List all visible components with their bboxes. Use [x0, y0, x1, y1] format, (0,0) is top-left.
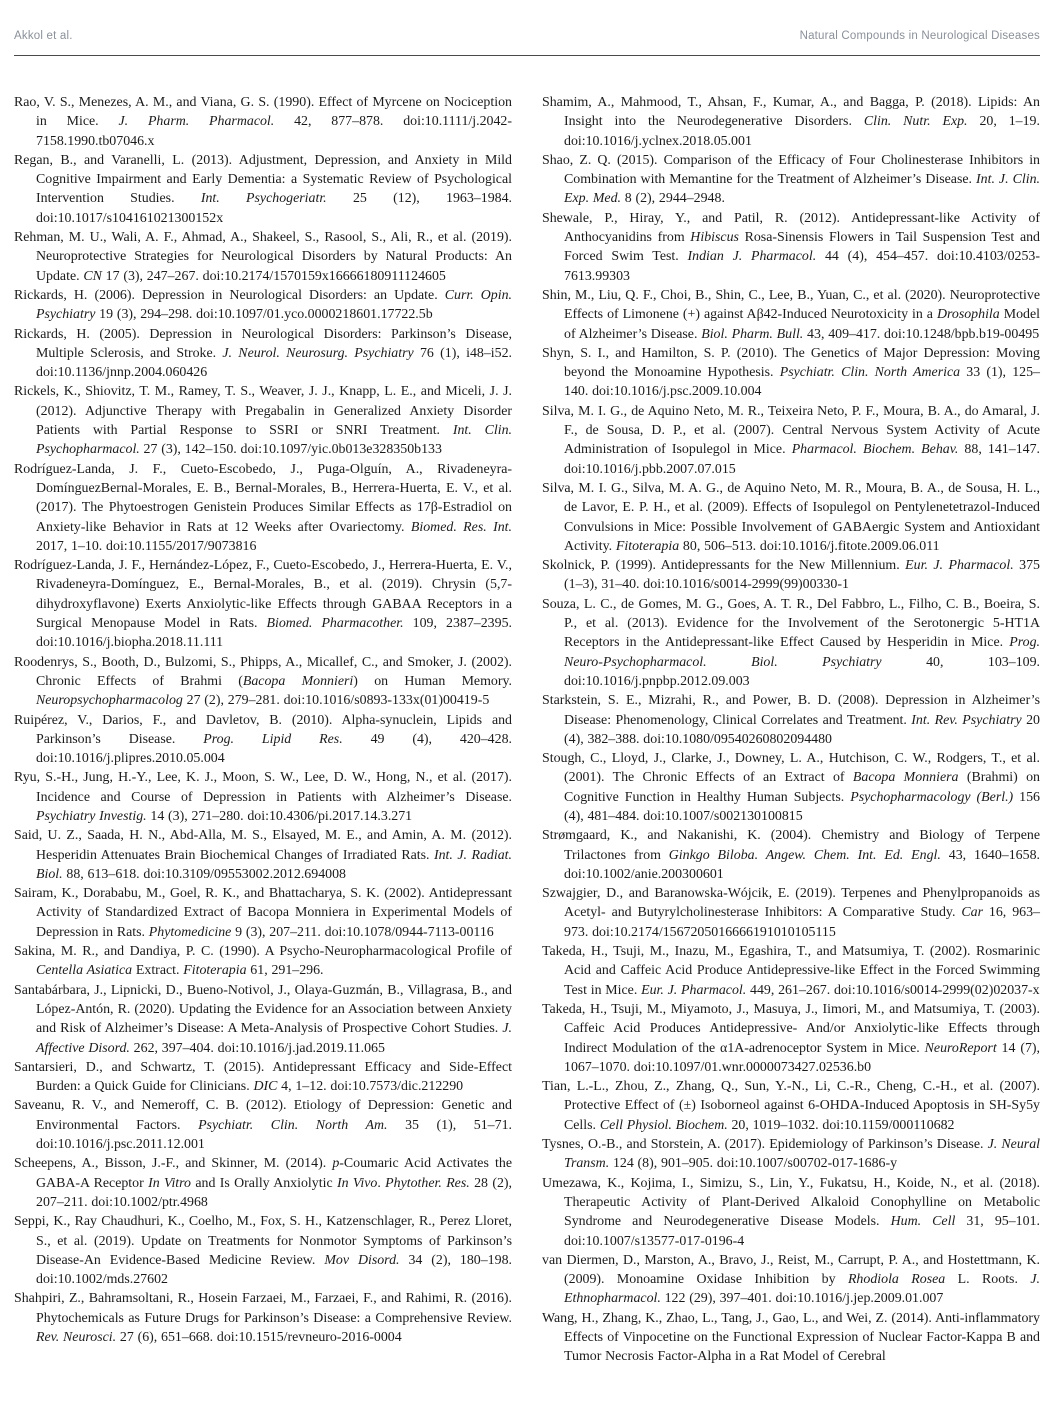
reference-item: Rickels, K., Shiovitz, T. M., Ramey, T. S., Weaver, J. J., Knapp, L. E., and Miceli, J. J. (2012). Adjunctive Therapy with Pregabalin in Generalized Anxiety Disorder Patients with Partial Response to SSRI or SNRI Treatment. Int. Clin. Psychopharmacol. 27 (3), 142–150. doi:10.1097/yic.0b013e328350b133: [14, 384, 512, 458]
reference-item: Tysnes, O.-B., and Storstein, A. (2017). Epidemiology of Parkinson’s Disease. J. Neural Transm. 124 (8), 901–905. doi:10.1007/s00702-017-1686-y: [542, 1137, 1040, 1172]
reference-item: Shewale, P., Hiray, Y., and Patil, R. (2012). Antidepressant-like Activity of Anthocyanidins from Hibiscus Rosa-Sinensis Flowers in Tail Suspension Test and Forced Swim Test. Indian J. Pharmacol. 44 (4), 454–457. doi:10.4103/0253-7613.99303: [542, 210, 1041, 284]
reference-item: Rehman, M. U., Wali, A. F., Ahmad, A., Shakeel, S., Rasool, S., Ali, R., et al. (2019). Neuroprotective Strategies for Neurological Disorders by Natural Products: An Update. CN 17 (3), 247–267. doi:10.2174/1570159x16666180911124605: [14, 230, 512, 284]
reference-item: Skolnick, P. (1999). Antidepressants for the New Millennium. Eur. J. Pharmacol. 375 (1–3), 31–40. doi:10.1016/s0014-2999(99)00330-1: [542, 558, 1041, 593]
reference-item: Silva, M. I. G., Silva, M. A. G., de Aquino Neto, M. R., Moura, B. A., de Sousa, H. L., de Lavor, E. P. H., et al. (2009). Effects of Isopulegol on Pentylenetetrazol-Induced Convulsions in Mice: Possible Involvement of GABAergic System and Antioxidant Activity. Fitoterapia 80, 506–513. doi:10.1016/j.fitote.2009.06.011: [542, 480, 1040, 554]
reference-item: Rodríguez-Landa, J. F., Cueto-Escobedo, J., Puga-Olguín, A., Rivadeneyra-DomínguezBernal-Morales, E. B., Bernal-Morales, B., Herrera-Huerta, E. V., et al. (2017). The Phytoestrogen Genistein Produces Similar Effects as 17β-Estradiol on Anxiety-like Behavior in Rats at 12 Weeks after Ovariectomy. Biomed. Res. Int. 2017, 1–10. doi:10.1155/2017/9073816: [14, 461, 512, 554]
reference-item: Sakina, M. R., and Dandiya, P. C. (1990). A Psycho-Neuropharmacological Profile of Centella Asiatica Extract. Fitoterapia 61, 291–296.: [14, 944, 512, 979]
reference-item: Strømgaard, K., and Nakanishi, K. (2004). Chemistry and Biology of Terpene Trilactones from Ginkgo Biloba. Angew. Chem. Int. Ed. Engl. 43, 1640–1658. doi:10.1002/anie.200300601: [542, 828, 1040, 882]
reference-item: Shao, Z. Q. (2015). Comparison of the Efficacy of Four Cholinesterase Inhibitors in Combination with Memantine for the Treatment of Alzheimer’s Disease. Int. J. Clin. Exp. Med. 8 (2), 2944–2948.: [542, 152, 1040, 207]
running-head-authors: Akkol et al.: [14, 30, 73, 42]
reference-item: Shamim, A., Mahmood, T., Ahsan, F., Kumar, A., and Bagga, P. (2018). Lipids: An Insight into the Neurodegenerative Disorders. Clin. Nutr. Exp. 20, 1–19. doi:10.1016/j.yclnex.2018.05.001: [542, 95, 1040, 149]
reference-item: Said, U. Z., Saada, H. N., Abd-Alla, M. S., Elsayed, M. E., and Amin, A. M. (2012). Hesperidin Attenuates Brain Biochemical Changes of Irradiated Rats. Int. J. Radiat. Biol. 88, 613–618. doi:10.3109/09553002.2012.694008: [14, 828, 512, 882]
reference-item: Sairam, K., Dorababu, M., Goel, R. K., and Bhattacharya, S. K. (2002). Antidepressant Activity of Standardized Extract of Bacopa Monniera in Experimental Models of Depression in Rats. Phytomedicine 9 (3), 207–211. doi:10.1078/0944-7113-00116: [14, 886, 512, 940]
page-header: [14, 0, 1040, 42]
reference-item: Shyn, S. I., and Hamilton, S. P. (2010). The Genetics of Major Depression: Moving beyond the Monoamine Hypothesis. Psychiatr. Clin. North America 33 (1), 125–140. doi:10.1016/j.psc.2009.10.004: [542, 345, 1040, 400]
reference-item: Starkstein, S. E., Mizrahi, R., and Power, B. D. (2008). Depression in Alzheimer’s Disease: Phenomenology, Clinical Correlates and Treatment. Int. Rev. Psychiatry 20 (4), 382–388. doi:10.1080/09540260802094480: [542, 693, 1040, 747]
reference-item: Takeda, H., Tsuji, M., Inazu, M., Egashira, T., and Matsumiya, T. (2002). Rosmarinic Acid and Caffeic Acid Produce Antidepressive-like Effect in the Forced Swimming Test in Mice. Eur. J. Pharmacol. 449, 261–267. doi:10.1016/s0014-2999(02)02037-x: [542, 944, 1040, 998]
reference-item: Umezawa, K., Kojima, I., Simizu, S., Lin, Y., Fukatsu, H., Koide, N., et al. (2018). Therapeutic Activity of Plant-Derived Alkaloid Conophylline on Metabolic Syndrome and Neurodegenerative Disease Models. Hum. Cell 31, 95–101. doi:10.1007/s13577-017-0196-4: [542, 1175, 1040, 1249]
references-column-right: [542, 93, 1040, 1367]
reference-item: Stough, C., Lloyd, J., Clarke, J., Downey, L. A., Hutchison, C. W., Rodgers, T., et al. (2001). The Chronic Effects of an Extract of Bacopa Monniera (Brahmi) on Cognitive Function in Healthy Human Subjects. Psychopharmacology (Berl.) 156 (4), 481–484. doi:10.1007/s002130100815: [542, 751, 1040, 824]
reference-item: Scheepens, A., Bisson, J.-F., and Skinner, M. (2014). p-Coumaric Acid Activates the GABA-A Receptor In Vitro and Is Orally Anxiolytic In Vivo. Phytother. Res. 28 (2), 207–211. doi:10.1002/ptr.4968: [14, 1156, 512, 1210]
reference-item: Roodenrys, S., Booth, D., Bulzomi, S., Phipps, A., Micallef, C., and Smoker, J. (2002). Chronic Effects of Brahmi (Bacopa Monnieri) on Human Memory. Neuropsychopharmacolog 27 (2), 279–281. doi:10.1016/s0893-133x(01)00419-5: [14, 654, 512, 709]
reference-item: Souza, L. C., de Gomes, M. G., Goes, A. T. R., Del Fabbro, L., Filho, C. B., Boeira, S. P., et al. (2013). Evidence for the Involvement of the Serotonergic 5-HT1A Receptors in the Antidepressant-like Effect Caused by Hesperidin in Mice. Prog. Neuro-Psychopharmacol. Biol. Psychiatry 40, 103–109. doi:10.1016/j.pnpbp.2012.09.003: [542, 596, 1040, 689]
references-section: [14, 93, 1040, 1367]
reference-item: Santabárbara, J., Lipnicki, D., Bueno-Notivol, J., Olaya-Guzmán, B., Villagrasa, B., and López-Antón, R. (2020). Updating the Evidence for an Association between Anxiety and Risk of Alzheimer’s Disease: A Meta-Analysis of Prospective Cohort Studies. J. Affective Disord. 262, 397–404. doi:10.1016/j.jad.2019.11.065: [14, 982, 512, 1056]
references-column-left: [14, 93, 512, 1367]
reference-item: Saveanu, R. V., and Nemeroff, C. B. (2012). Etiology of Depression: Genetic and Environmental Factors. Psychiatr. Clin. North Am. 35 (1), 51–71. doi:10.1016/j.psc.2011.12.001: [14, 1098, 512, 1153]
reference-item: Regan, B., and Varanelli, L. (2013). Adjustment, Depression, and Anxiety in Mild Cognitive Impairment and Early Dementia: a Systematic Review of Psychological Intervention Studies. Int. Psychogeriatr. 25 (12), 1963–1984. doi:10.1017/s104161021300152x: [14, 152, 513, 226]
reference-item: Rickards, H. (2005). Depression in Neurological Disorders: Parkinson’s Disease, Multiple Sclerosis, and Stroke. J. Neurol. Neurosurg. Psychiatry 76 (1), i48–i52. doi:10.1136/jnnp.2004.060426: [14, 326, 513, 381]
reference-item: Wang, H., Zhang, K., Zhao, L., Tang, J., Gao, L., and Wei, Z. (2014). Anti-inflammatory Effects of Vinpocetine on the Functional Expression of Nuclear Factor-Kappa B and Tumor Necrosis Factor-Alpha in a Rat Model of Cerebral: [542, 1310, 1040, 1365]
reference-item: Silva, M. I. G., de Aquino Neto, M. R., Teixeira Neto, P. F., Moura, B. A., do Amaral, J. F., de Sousa, D. P., et al. (2007). Central Nervous System Activity of Acute Administration of Isopulegol in Mice. Pharmacol. Biochem. Behav. 88, 141–147. doi:10.1016/j.pbb.2007.07.015: [542, 403, 1040, 477]
reference-item: Ryu, S.-H., Jung, H.-Y., Lee, K. J., Moon, S. W., Lee, D. W., Hong, N., et al. (2017). Incidence and Course of Depression in Patients with Alzheimer’s Disease. Psychiatry Investig. 14 (3), 271–280. doi:10.4306/pi.2017.14.3.271: [14, 770, 512, 824]
reference-item: Rao, V. S., Menezes, A. M., and Viana, G. S. (1990). Effect of Myrcene on Nociception in Mice. J. Pharm. Pharmacol. 42, 877–878. doi:10.1111/j.2042-7158.1990.tb07046.x: [14, 95, 513, 149]
reference-item: Ruipérez, V., Darios, F., and Davletov, B. (2010). Alpha-synuclein, Lipids and Parkinson’s Disease. Prog. Lipid Res. 49 (4), 420–428. doi:10.1016/j.plipres.2010.05.004: [14, 712, 512, 767]
running-head-title: Natural Compounds in Neurological Diseases: [799, 30, 1040, 42]
reference-item: Santarsieri, D., and Schwartz, T. (2015). Antidepressant Efficacy and Side-Effect Burden: a Quick Guide for Clinicians. DIC 4, 1–12. doi:10.7573/dic.212290: [14, 1059, 512, 1095]
header-divider: [14, 55, 1040, 56]
reference-item: Szwajgier, D., and Baranowska-Wójcik, E. (2019). Terpenes and Phenylpropanoids as Acetyl- and Butyrylcholinesterase Inhibitors: A Comparative Study. Car 16, 963–973. doi:10.2174/1567205016666191010105115: [542, 886, 1040, 940]
reference-item: Rodríguez-Landa, J. F., Hernández-López, F., Cueto-Escobedo, J., Herrera-Huerta, E. V., Rivadeneyra-Domínguez, E., Bernal-Morales, B., et al. (2019). Chrysin (5,7-dihydroxyflavone) Exerts Anxiolytic-like Effects through GABAA Receptors in a Surgical Menopause Model in Rats. Biomed. Pharmacother. 109, 2387–2395. doi:10.1016/j.biopha.2018.11.111: [14, 558, 512, 651]
reference-item: Rickards, H. (2006). Depression in Neurological Disorders: an Update. Curr. Opin. Psychiatry 19 (3), 294–298. doi:10.1097/01.yco.0000218601.17722.5b: [14, 287, 512, 323]
reference-item: Shahpiri, Z., Bahramsoltani, R., Hosein Farzaei, M., Farzaei, F., and Rahimi, R. (2016). Phytochemicals as Future Drugs for Parkinson’s Disease: a Comprehensive Review. Rev. Neurosci. 27 (6), 651–668. doi:10.1515/revneuro-2016-0004: [14, 1291, 512, 1345]
reference-item: Tian, L.-L., Zhou, Z., Zhang, Q., Sun, Y.-N., Li, C.-R., Cheng, C.-H., et al. (2007). Protective Effect of (±) Isoborneol against 6-OHDA-Induced Apoptosis in SH-Sy5y Cells. Cell Physiol. Biochem. 20, 1019–1032. doi:10.1159/000110682: [542, 1079, 1040, 1133]
reference-item: van Diermen, D., Marston, A., Bravo, J., Reist, M., Carrupt, P. A., and Hostettmann, K. (2009). Monoamine Oxidase Inhibition by Rhodiola Rosea L. Roots. J. Ethnopharmacol. 122 (29), 397–401. doi:10.1016/j.jep.2009.01.007: [542, 1252, 1040, 1307]
reference-item: Seppi, K., Ray Chaudhuri, K., Coelho, M., Fox, S. H., Katzenschlager, R., Perez Lloret, S., et al. (2019). Update on Treatments for Nonmotor Symptoms of Parkinson’s Disease-An Evidence-Based Medicine Review. Mov Disord. 34 (2), 180–198. doi:10.1002/mds.27602: [14, 1214, 512, 1288]
reference-item: Shin, M., Liu, Q. F., Choi, B., Shin, C., Lee, B., Yuan, C., et al. (2020). Neuroprotective Effects of Limonene (+) against Aβ42-Induced Neurotoxicity in a Drosophila Model of Alzheimer’s Disease. Biol. Pharm. Bull. 43, 409–417. doi:10.1248/bpb.b19-00495: [542, 287, 1040, 342]
reference-item: Takeda, H., Tsuji, M., Miyamoto, J., Masuya, J., Iimori, M., and Matsumiya, T. (2003). Caffeic Acid Produces Antidepressive- And/or Anxiolytic-like Effects through Indirect Modulation of the α1A-adrenoceptor System in Mice. NeuroReport 14 (7), 1067–1070. doi:10.1097/01.wnr.0000073427.02536.b0: [542, 1001, 1040, 1075]
